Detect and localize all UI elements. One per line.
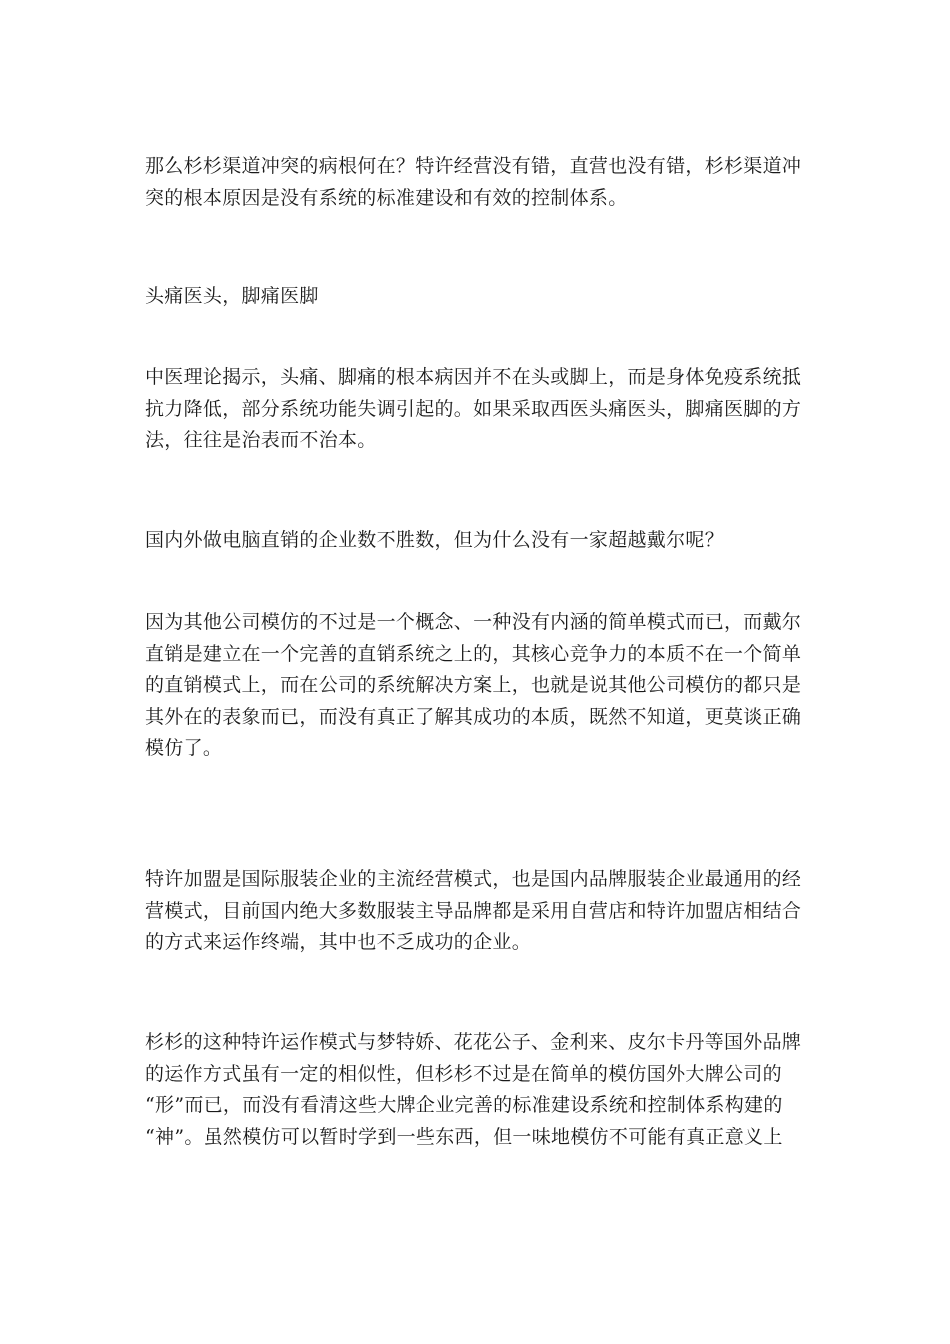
text-line: 国内外做电脑直销的企业数不胜数，但为什么没有一家超越戴尔呢？	[145, 529, 725, 551]
text-line: 中医理论揭示，头痛、脚痛的根本病因并不在头或脚上，而是身体免疫系统抵	[145, 366, 802, 388]
heading-line: 头痛医头，脚痛医脚	[145, 285, 319, 307]
text-line: 的直销模式上，而在公司的系统解决方案上，也就是说其他公司模仿的都只是	[145, 674, 802, 696]
text-line: 模仿了。	[145, 737, 223, 759]
text-line: 的运作方式虽有一定的相似性，但杉杉不过是在简单的模仿国外大牌公司的	[145, 1062, 782, 1085]
text-line: 突的根本原因是没有系统的标准建设和有效的控制体系。	[145, 186, 628, 209]
text-line: 那么杉杉渠道冲突的病根何在？特许经营没有错，直营也没有错，杉杉渠道冲	[145, 155, 802, 177]
text-line: 特许加盟是国际服装企业的主流经营模式，也是国内品牌服装企业最通用的经	[145, 868, 802, 890]
section-heading	[145, 281, 807, 313]
text-line: 杉杉的这种特许运作模式与梦特娇、花花公子、金利来、皮尔卡丹等国外品牌	[145, 1031, 802, 1053]
paragraph-chinese-medicine	[145, 362, 807, 457]
text-line: “神”。虽然模仿可以暂时学到一些东西，但一味地模仿不可能有真正意义上	[145, 1125, 783, 1148]
text-line: 其外在的表象而已，而没有真正了解其成功的本质，既然不知道，更莫谈正确	[145, 705, 802, 728]
text-line: 的方式来运作终端，其中也不乏成功的企业。	[145, 931, 532, 953]
paragraph-dell-answer	[145, 607, 807, 765]
text-line: 直销是建立在一个完善的直销系统之上的，其核心竞争力的本质不在一个简单	[145, 642, 802, 665]
text-line: “形”而已，而没有看清这些大牌企业完善的标准建设系统和控制体系构建的	[145, 1094, 783, 1116]
text-line: 营模式，目前国内绝大多数服装主导品牌都是采用自营店和特许加盟店相结合	[145, 899, 802, 922]
paragraph-dell-question	[145, 525, 807, 557]
paragraph-franchise	[145, 864, 807, 959]
paragraph-shanshan-model	[145, 1027, 807, 1153]
text-line: 因为其他公司模仿的不过是一个概念、一种没有内涵的简单模式而已，而戴尔	[145, 611, 802, 633]
text-line: 抗力降低，部分系统功能失调引起的。如果采取西医头痛医头，脚痛医脚的方	[145, 397, 802, 420]
text-line: 法，往往是治表而不治本。	[145, 429, 377, 451]
paragraph-root-cause	[145, 151, 807, 214]
